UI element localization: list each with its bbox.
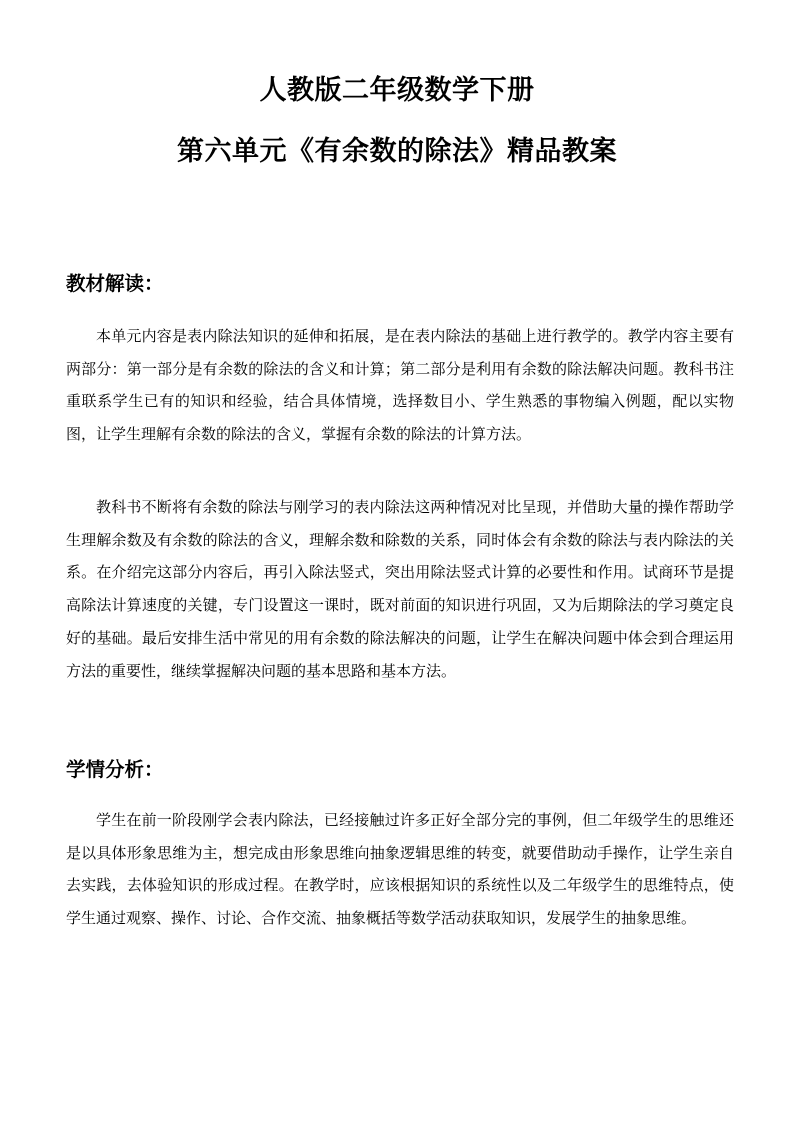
section-heading-student-analysis: 学情分析： [66, 758, 164, 781]
paragraph: 本单元内容是表内除法知识的延伸和拓展，是在表内除法的基础上进行教学的。教学内容主要有两部分：第一部分是有余数的除法的含义和计算；第二部分是利用有余数的除法解决问题。教科书注重联系学生已有的知识和经验，结合具体情境，选择数目小、学生熟悉的事物编入例题，配以实物图，让学生理解有余数的除法的含义，掌握有余数的除法的计算方法。 [66, 327, 734, 444]
document-subtitle: 第六单元《有余数的除法》精品教案 [177, 136, 617, 167]
section-heading-textbook-analysis: 教材解读： [66, 272, 164, 295]
paragraph: 教科书不断将有余数的除法与刚学习的表内除法这两种情况对比呈现，并借助大量的操作帮助学生理解余数及有余数的除法的含义，理解余数和除数的关系，同时体会有余数的除法与表内除法的关系。在介绍完这部分内容后，再引入除法竖式，突出用除法竖式计算的必要性和作用。试商环节是提高除法计算速度的关键，专门设置这一课时，既对前面的知识进行巩固，又为后期除法的学习奠定良好的基础。最后安排生活中常见的用有余数的除法解决的问题，让学生在解决问题中体会到合理运用方法的重要性，继续掌握解决问题的基本思路和基本方法。 [66, 498, 734, 680]
paragraph: 学生在前一阶段刚学会表内除法，已经接触过许多正好全部分完的事例，但二年级学生的思维还是以具体形象思维为主，想完成由形象思维向抽象逻辑思维的转变，就要借助动手操作，让学生亲自去实践，去体验知识的形成过程。在教学时，应该根据知识的系统性以及二年级学生的思维特点，使学生通过观察、操作、讨论、合作交流、抽象概括等数学活动获取知识，发展学生的抽象思维。 [66, 811, 734, 928]
document-title: 人教版二年级数学下册 [259, 75, 535, 106]
